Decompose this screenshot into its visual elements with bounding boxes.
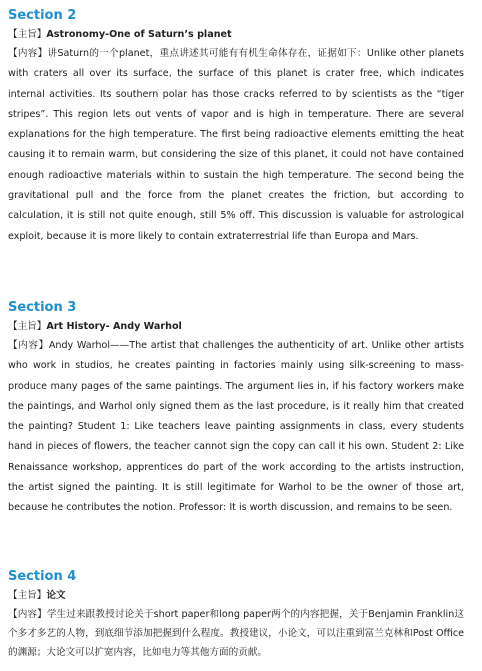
- content-tag: 【内容】: [8, 48, 48, 59]
- section-heading: Section 4: [8, 569, 77, 584]
- section-heading: Section 3: [8, 300, 77, 315]
- section-content: [8, 605, 464, 662]
- content-tag: 【内容】: [8, 340, 49, 351]
- section-theme: [8, 28, 464, 42]
- theme-text: 论文: [46, 590, 66, 601]
- theme-tag: 【主旨】: [8, 321, 47, 332]
- section-2: [8, 8, 464, 247]
- section-heading: Section 2: [8, 8, 77, 23]
- section-content: [8, 44, 464, 247]
- content-text: 学生过来跟教授讨论关于short paper和long paper两个的内容把握，关于Benjamin Franklin这个多才多艺的人物，到底细节添加把握到什么程度。教授建议，小论文，可以注重到富兰克林和Post Office的渊源；大论文可以扩宽内容，比如电力等其他方面的贡献。: [8, 609, 464, 658]
- content-tag: 【内容】: [8, 609, 47, 620]
- theme-text: Astronomy-One of Saturn’s planet: [46, 29, 232, 40]
- section-3: [8, 300, 464, 519]
- section-4: [8, 569, 464, 662]
- section-theme: [8, 320, 464, 334]
- theme-tag: 【主旨】: [8, 29, 47, 40]
- theme-tag: 【主旨】: [8, 590, 47, 601]
- content-text: Andy Warhol——The artist that challenges the authenticity of art. Unlike other artists who work in studios, he creates painting in factories mainly using silk-screening to mass-produce many pages of the same paintings. The argument lies in, if his factory workers make the paintings, and Warhol only signed them as the last procedure, is it really him that created the painting? Student 1: Like teachers leave painting assignments in class, every students hand in pieces of flowers, the teacher cannot sign the copy can call it his own. Student 2: Like Renaissance workshop, apprentices do part of the work according to the artists instruction, the artist signed the painting. It is still legitimate for Warhol to be the owner of those art, because he contributes the notion. Professor: It is worth discussion, and remains to be seen.: [8, 340, 464, 514]
- theme-text: Art History- Andy Warhol: [46, 321, 182, 332]
- content-text: 讲Saturn的一个planet，重点讲述其可能有有机生命体存在，证据如下：Unlike other planets with craters all over its surface, the surface of this planet is crater free, which indicates internal activities. Its southern polar has those cracks referred to by scientists as the “tiger stripes”. This region lets out vents of vapor and is high in temperature. There are several explanations for the high temperature. The first being radioactive elements emitting the heat causing it to remain warm, but considering the size of this planet, it could not have contained enough radioactive materials within to sustain the high temperature. The second being the gravitational pull and the force from the planet creates the friction, but according to calculation, it is still not quite enough, still 5% off. This discussion is valuable for astrological exploit, because it is more likely to contain extraterrestrial life than Europa and Mars.: [8, 48, 464, 242]
- section-theme: [8, 589, 464, 603]
- section-content: [8, 336, 464, 519]
